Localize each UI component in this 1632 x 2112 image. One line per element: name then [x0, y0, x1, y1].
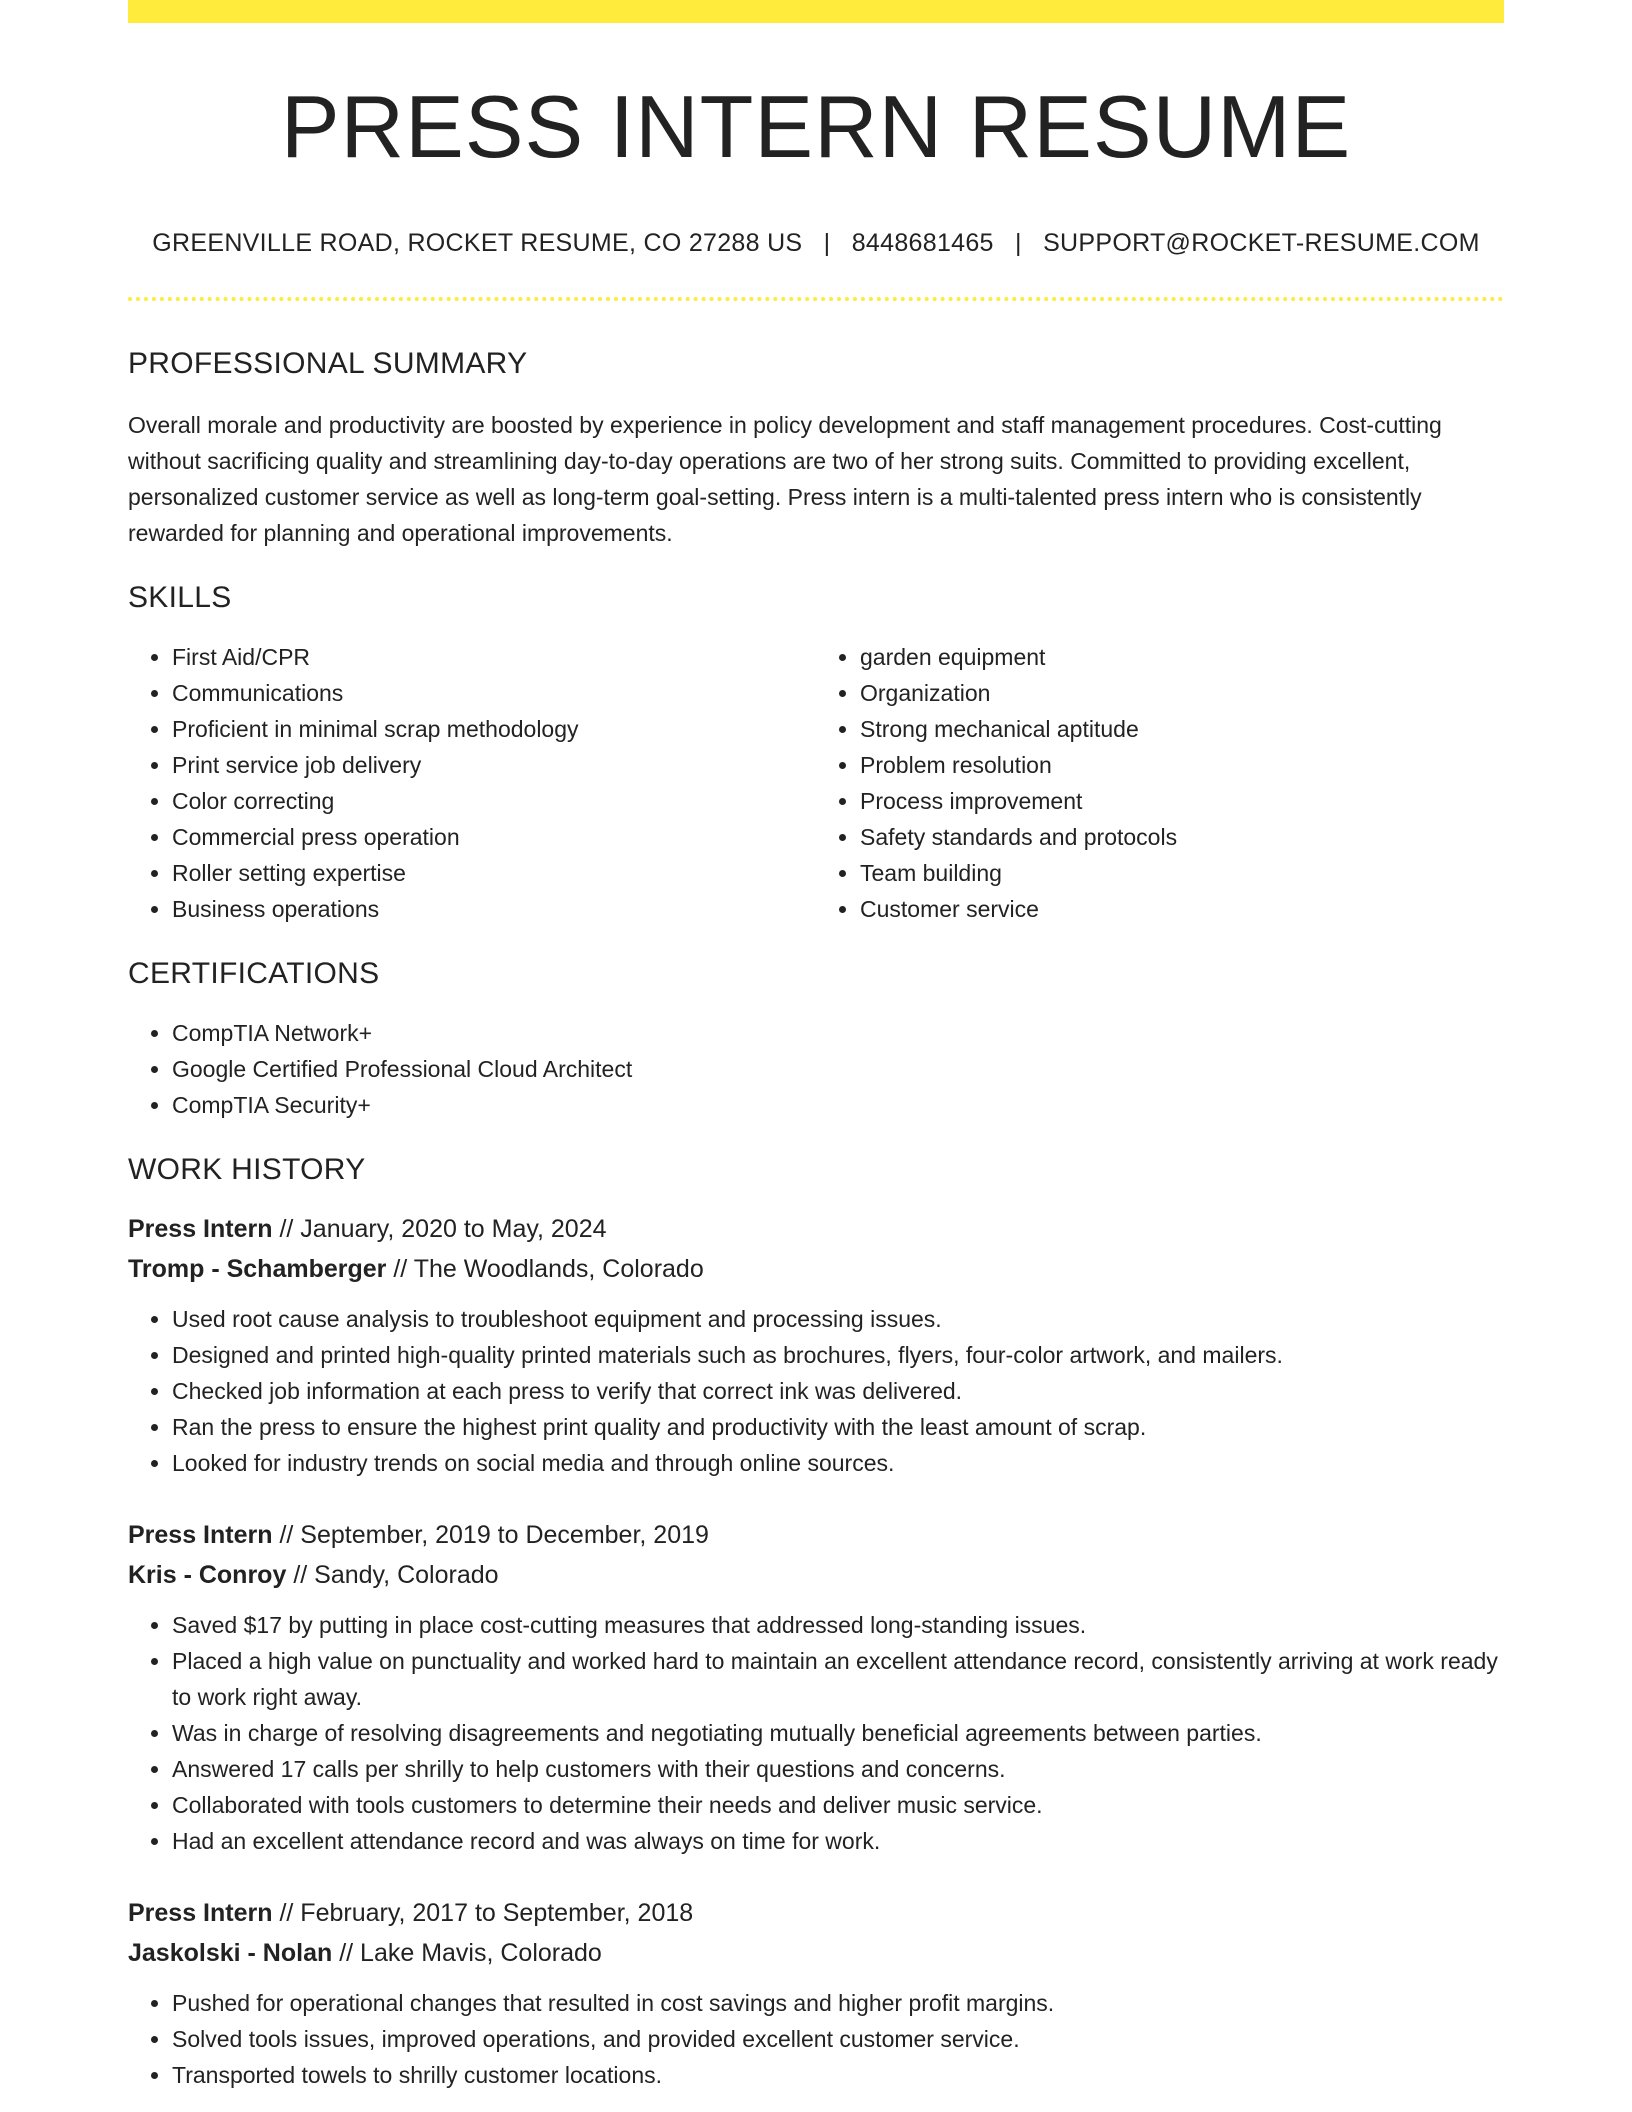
job-bullet: • Saved $17 by putting in place cost-cutting measures that addressed long-standing issues. — [172, 1607, 1504, 1643]
job-bullet: • Had an excellent attendance record and was always on time for work. — [172, 1823, 1504, 1859]
job-location: // Lake Mavis, Colorado — [339, 1939, 602, 1967]
job-role-line — [128, 1893, 1504, 1933]
contact-email: SUPPORT@ROCKET-RESUME.COM — [1043, 229, 1480, 257]
job-dates: // September, 2019 to December, 2019 — [279, 1521, 709, 1549]
job-entry — [128, 1209, 1504, 1481]
certification-item: • CompTIA Network+ — [172, 1015, 1504, 1051]
job-bullets — [128, 1301, 1504, 1481]
job-bullet: • Designed and printed high-quality printed materials such as brochures, flyers, four-color artwork, and mailers. — [172, 1337, 1504, 1373]
dotted-divider — [128, 297, 1504, 301]
certifications-heading: CERTIFICATIONS — [128, 957, 380, 990]
job-bullet: • Ran the press to ensure the highest print quality and productivity with the least amount of scrap. — [172, 1409, 1504, 1445]
job-bullet: • Collaborated with tools customers to determine their needs and deliver music service. — [172, 1787, 1504, 1823]
skills-section — [128, 581, 1504, 927]
job-location: // The Woodlands, Colorado — [393, 1255, 704, 1283]
contact-line — [128, 229, 1504, 258]
skill-item: • Communications — [172, 675, 816, 711]
skills-list-left — [128, 639, 816, 927]
job-bullet: • Checked job information at each press to verify that correct ink was delivered. — [172, 1373, 1504, 1409]
job-bullet: • Transported towels to shrilly customer locations. — [172, 2057, 1504, 2093]
work-history-heading: WORK HISTORY — [128, 1153, 366, 1186]
job-bullet: • Looked for industry trends on social media and through online sources. — [172, 1445, 1504, 1481]
resume-title: PRESS INTERN RESUME — [280, 77, 1352, 176]
skill-item: • Team building — [860, 855, 1504, 891]
job-company: Jaskolski - Nolan — [128, 1939, 333, 1967]
summary-section — [128, 347, 1504, 551]
top-accent-bar — [128, 0, 1504, 23]
job-company-line — [128, 1555, 1504, 1595]
job-role: Press Intern — [128, 1899, 273, 1927]
job-company: Tromp - Schamberger — [128, 1255, 387, 1283]
job-role-line — [128, 1515, 1504, 1555]
skill-item: • Roller setting expertise — [172, 855, 816, 891]
job-dates: // February, 2017 to September, 2018 — [279, 1899, 694, 1927]
contact-address: GREENVILLE ROAD, ROCKET RESUME, CO 27288 US — [152, 229, 803, 257]
contact-separator: | — [1015, 229, 1022, 257]
skill-item: • garden equipment — [860, 639, 1504, 675]
skills-heading: SKILLS — [128, 581, 232, 614]
skill-item: • Color correcting — [172, 783, 816, 819]
resume-page — [128, 0, 1504, 2093]
skill-item: • Problem resolution — [860, 747, 1504, 783]
skills-list-right — [816, 639, 1504, 927]
skill-item: • Process improvement — [860, 783, 1504, 819]
skill-item: • Safety standards and protocols — [860, 819, 1504, 855]
job-role: Press Intern — [128, 1215, 273, 1243]
job-entry — [128, 1893, 1504, 2093]
contact-phone: 8448681465 — [851, 229, 994, 257]
certifications-list — [128, 1015, 1504, 1123]
skill-item: • Customer service — [860, 891, 1504, 927]
skill-item: • Business operations — [172, 891, 816, 927]
skill-item: • Organization — [860, 675, 1504, 711]
job-bullet: • Placed a high value on punctuality and worked hard to maintain an excellent attendance record, consistently arriving at work ready to work right away. — [172, 1643, 1504, 1715]
skill-item: • Print service job delivery — [172, 747, 816, 783]
summary-text: Overall morale and productivity are boosted by experience in policy development and staff management procedures. Cost-cutting without sacrificing quality and streamlining day-to-day operations are two of her strong suits. Committed to providing excellent, personalized customer service as well as long-term goal-setting. Press intern is a multi-talented press intern who is consistently rewarded for planning and operational improvements. — [128, 412, 1442, 546]
job-bullet: • Was in charge of resolving disagreements and negotiating mutually beneficial agreements between parties. — [172, 1715, 1504, 1751]
job-dates: // January, 2020 to May, 2024 — [279, 1215, 607, 1243]
job-bullets — [128, 1985, 1504, 2093]
job-location: // Sandy, Colorado — [293, 1561, 499, 1589]
job-entry — [128, 1515, 1504, 1859]
skills-columns — [128, 615, 1504, 927]
job-bullets — [128, 1607, 1504, 1859]
job-bullet: • Used root cause analysis to troubleshoot equipment and processing issues. — [172, 1301, 1504, 1337]
job-company-line — [128, 1249, 1504, 1289]
work-history-section — [128, 1153, 1504, 2093]
skill-item: • Strong mechanical aptitude — [860, 711, 1504, 747]
job-bullet: • Answered 17 calls per shrilly to help customers with their questions and concerns. — [172, 1751, 1504, 1787]
skill-item: • Commercial press operation — [172, 819, 816, 855]
summary-heading: PROFESSIONAL SUMMARY — [128, 347, 528, 380]
job-role-line — [128, 1209, 1504, 1249]
job-company: Kris - Conroy — [128, 1561, 287, 1589]
skill-item: • Proficient in minimal scrap methodology — [172, 711, 816, 747]
job-role: Press Intern — [128, 1521, 273, 1549]
skill-item: • First Aid/CPR — [172, 639, 816, 675]
certification-item: • Google Certified Professional Cloud Architect — [172, 1051, 1504, 1087]
job-bullet: • Solved tools issues, improved operations, and provided excellent customer service. — [172, 2021, 1504, 2057]
certifications-section — [128, 957, 1504, 1123]
job-company-line — [128, 1933, 1504, 1973]
job-bullet: • Pushed for operational changes that resulted in cost savings and higher profit margins. — [172, 1985, 1504, 2021]
certification-item: • CompTIA Security+ — [172, 1087, 1504, 1123]
contact-separator: | — [823, 229, 831, 257]
